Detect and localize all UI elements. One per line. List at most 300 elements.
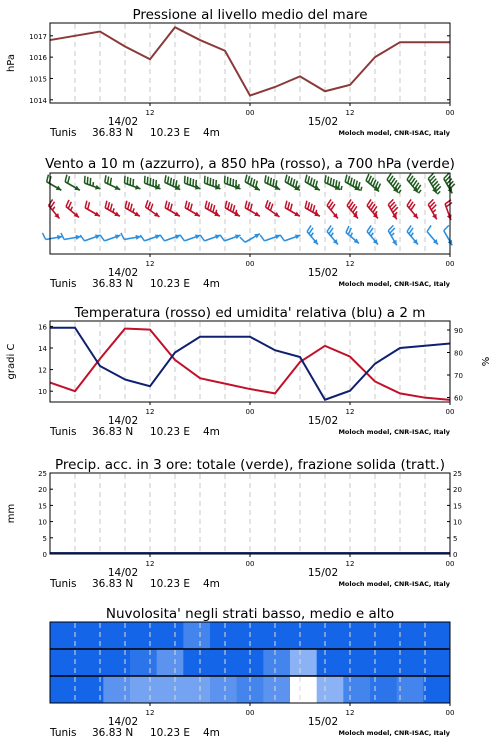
wind-barb	[305, 201, 320, 217]
wind-barb-feather	[338, 182, 339, 189]
wind-barb-feather	[377, 184, 380, 191]
cloud-cell	[157, 676, 184, 704]
wind-barb	[80, 234, 100, 240]
wind-barb	[205, 176, 221, 190]
wind-barb-feather	[170, 204, 172, 211]
wind-barb-feather	[288, 176, 290, 183]
wind-barb-feather	[293, 179, 295, 186]
pressure-chart	[6, 7, 454, 139]
wind-barb	[407, 199, 418, 218]
cloud-cell	[50, 676, 77, 704]
y-tick-label-right: 60	[454, 394, 463, 403]
wind-barb-feather	[411, 233, 413, 236]
wind-barb-feather	[168, 202, 170, 209]
wind-barb-feather	[130, 178, 131, 185]
wind-barb-feather	[353, 179, 355, 186]
wind-barb	[225, 176, 241, 190]
wind-barb-feather	[150, 178, 151, 185]
panel-title: Pressione al livello medio del mare	[132, 7, 368, 23]
wind-barb	[387, 173, 401, 193]
date-label: 14/02	[107, 267, 139, 279]
x-tick-label: 12	[145, 560, 155, 568]
wind-barb-feather	[371, 178, 374, 185]
wind-barb-feather	[121, 233, 124, 240]
y-tick-label-right: 0	[453, 551, 458, 559]
y-tick-label: 20	[38, 486, 47, 495]
wind-barb	[327, 225, 338, 244]
x-tick-label: 12	[345, 109, 355, 117]
wind-barb	[285, 175, 300, 191]
wind-barb	[445, 200, 452, 220]
wind-barb-feather	[310, 204, 312, 211]
location-name: Tunis	[50, 278, 77, 290]
location-lon: 10.23 E	[150, 426, 191, 438]
cloud-cell	[50, 649, 77, 677]
wind-barb-feather	[87, 177, 88, 184]
x-tick-label: 00	[245, 560, 255, 568]
date-label: 15/02	[307, 267, 339, 279]
wind-barb-feather	[228, 202, 230, 209]
wind-barb	[367, 199, 378, 218]
wind-barb	[145, 176, 161, 190]
y-tick-label-right: 80	[454, 349, 463, 358]
location-lat: 36.83 N	[92, 727, 134, 739]
location-lon: 10.23 E	[150, 727, 191, 739]
model-credit: Moloch model, CNR-ISAC, Italy	[338, 580, 450, 588]
wind-barb-feather	[216, 180, 217, 187]
wind-barb	[47, 175, 62, 191]
wind-barb	[225, 201, 240, 217]
cloud-cell	[370, 622, 397, 650]
location-lat: 36.83 N	[92, 426, 134, 438]
wind-barb	[42, 233, 62, 240]
temperature-series-line	[50, 329, 450, 400]
wind-barb	[100, 234, 120, 240]
wind-barb-feather	[268, 176, 269, 183]
wind-barb-feather	[288, 202, 290, 209]
wind-barb-feather	[245, 201, 247, 208]
wind-barb	[245, 201, 260, 217]
wind-barb-feather	[240, 237, 245, 242]
x-tick-label: 00	[445, 560, 455, 568]
x-tick-label: 12	[145, 709, 155, 717]
location-name: Tunis	[50, 127, 77, 139]
wind-barb	[205, 201, 220, 217]
cloud-cell	[183, 676, 210, 704]
wind-barb-feather	[85, 201, 87, 208]
wind-barb-feather	[366, 174, 369, 181]
wind-barb-feather	[253, 179, 255, 186]
wind-barb-feather	[331, 233, 333, 236]
wind-barb	[280, 234, 300, 240]
wind-barb-feather	[208, 202, 210, 209]
wind-barb-feather	[196, 180, 197, 187]
wind-barb-feather	[65, 175, 67, 182]
cloud-cell	[210, 649, 237, 677]
wind-barb	[407, 225, 418, 244]
wind-barb	[444, 225, 453, 245]
wind-barb-feather	[193, 179, 194, 186]
y-tick-label-right: 5	[453, 534, 458, 543]
wind-barb-feather	[127, 177, 128, 184]
x-tick-label: 00	[245, 709, 255, 717]
wind-barb-feather	[108, 176, 109, 183]
y-tick-label: 0	[42, 551, 47, 559]
wind-barb-feather	[165, 201, 167, 208]
wind-barb	[265, 175, 280, 190]
wind-barb	[366, 174, 380, 192]
precip-chart	[6, 457, 462, 590]
cloud-cell	[397, 649, 424, 677]
y-tick-label: 25	[38, 470, 47, 478]
wind-barb-feather	[213, 179, 214, 186]
wind-barb-feather	[68, 176, 70, 183]
cloud-cell	[423, 622, 450, 650]
wind-barb-feather	[187, 177, 188, 184]
wind-barb-feather	[298, 185, 299, 189]
cloud-cell	[103, 622, 130, 650]
wind-barb-feather	[358, 182, 360, 189]
wind-barb	[180, 234, 200, 240]
y-tick-label: 5	[42, 534, 47, 543]
y-tick-label: 10	[38, 388, 47, 397]
wind-barb-feather	[394, 212, 397, 215]
location-name: Tunis	[50, 578, 77, 590]
y-tick-label: 15	[38, 502, 47, 511]
wind-barb-feather	[90, 178, 91, 185]
cloud-cell	[317, 649, 344, 677]
x-tick-label: 00	[445, 260, 455, 268]
x-tick-label: 12	[145, 260, 155, 268]
wind-barb-feather	[444, 225, 449, 230]
wind-barb-feather	[361, 187, 362, 191]
wind-barb-feather	[165, 175, 166, 182]
cloud-cell	[130, 649, 157, 677]
panel-title: Precip. acc. in 3 ore: totale (verde), frazione solida (tratt.)	[55, 457, 445, 473]
wind-barb	[346, 226, 359, 244]
y-tick-label-right: 25	[453, 470, 462, 478]
wind-barb-feather	[427, 225, 431, 231]
y-tick-label: 12	[38, 366, 47, 375]
wind-barb-feather	[66, 200, 69, 207]
cloud-cell	[103, 649, 130, 677]
wind-barb	[388, 199, 398, 219]
wind-barb	[266, 200, 280, 217]
wind-barb-feather	[285, 201, 287, 208]
wind-barb-feather	[351, 233, 353, 237]
date-label: 15/02	[307, 116, 339, 128]
location-elev: 4m	[203, 426, 220, 438]
location-lon: 10.23 E	[150, 127, 191, 139]
y-tick-label: 1014	[29, 96, 47, 105]
wind-barb-feather	[146, 200, 148, 207]
wind-barb	[285, 201, 300, 217]
wind-barb	[345, 175, 362, 191]
wind-barb-feather	[233, 179, 234, 186]
panel-title: Vento a 10 m (azzurro), a 850 hPa (rosso), a 700 hPa (verde)	[45, 156, 455, 172]
cloud-cell	[343, 622, 370, 650]
y-tick-label: 1015	[29, 75, 47, 84]
wind-barb	[146, 200, 160, 217]
wind-barb-feather	[190, 204, 192, 211]
wind-barb-feather	[313, 205, 315, 212]
cloud-cell	[210, 676, 237, 704]
wind-barb-feather	[110, 204, 112, 211]
x-tick-label: 12	[345, 408, 355, 416]
y-axis-label-right: %	[481, 356, 492, 367]
wind-barb-feather	[205, 201, 207, 208]
x-tick-label: 00	[245, 260, 255, 268]
wind-barb	[427, 225, 438, 244]
wind-barb-feather	[71, 207, 73, 211]
date-label: 15/02	[307, 567, 339, 579]
x-tick-label: 12	[345, 260, 355, 268]
cloud-cell	[183, 649, 210, 677]
location-lat: 36.83 N	[92, 127, 134, 139]
wind-barb-feather	[248, 176, 250, 183]
date-label: 15/02	[307, 415, 339, 427]
wind-barb-feather	[108, 202, 110, 209]
wind-barb-feather	[110, 178, 111, 185]
x-tick-label: 12	[145, 109, 155, 117]
wind-barb-feather	[433, 210, 436, 213]
cloud-cell	[343, 649, 370, 677]
wind-barb-feather	[153, 179, 154, 186]
wind-barb	[66, 200, 79, 218]
wind-barb-feather	[68, 202, 71, 209]
x-tick-label: 12	[345, 709, 355, 717]
cloud-cell	[423, 676, 450, 704]
cloud-cell	[157, 649, 184, 677]
wind-barb-feather	[285, 175, 287, 182]
wind-barb-feather	[133, 179, 134, 186]
temperature-chart	[6, 305, 492, 438]
y-tick-label: 1016	[29, 54, 47, 63]
cloud-cell	[290, 676, 317, 704]
wind-barb	[325, 175, 342, 190]
cloud-cell	[397, 676, 424, 704]
wind-barb-feather	[80, 235, 84, 241]
location-elev: 4m	[203, 727, 220, 739]
wind-barb-feather	[88, 202, 90, 209]
wind-barb-feather	[128, 202, 130, 209]
wind-barb-feather	[310, 178, 312, 185]
wind-barb-feather	[210, 204, 212, 211]
model-credit: Moloch model, CNR-ISAC, Italy	[338, 280, 450, 288]
location-elev: 4m	[203, 278, 220, 290]
wind-barb	[165, 201, 180, 217]
wind-barb	[407, 173, 421, 193]
wind-barb	[85, 176, 101, 190]
wind-barb-feather	[125, 176, 126, 183]
wind-barb-feather	[308, 176, 310, 183]
clouds-chart	[49, 606, 454, 739]
cloud-cell	[263, 649, 290, 677]
wind-barb-feather	[236, 180, 237, 187]
cloud-cell	[157, 622, 184, 650]
wind-barb	[307, 225, 318, 244]
wind-barb-feather	[173, 179, 174, 186]
wind-barb-feather	[150, 204, 152, 211]
wind-barb-feather	[233, 205, 235, 212]
location-name: Tunis	[50, 727, 77, 739]
cloud-cell	[317, 676, 344, 704]
wind-barb-feather	[200, 235, 204, 241]
cloud-cell	[130, 622, 157, 650]
location-lon: 10.23 E	[150, 278, 191, 290]
wind-barb-feather	[205, 176, 206, 183]
wind-barb-feather	[328, 176, 329, 183]
wind-barb-feather	[133, 208, 134, 212]
wind-barb	[105, 201, 120, 217]
cloud-cell	[343, 676, 370, 704]
wind-barb-feather	[147, 177, 148, 184]
wind-barb-feather	[270, 178, 271, 185]
wind-barb	[200, 234, 220, 240]
wind-barb	[185, 176, 201, 190]
location-elev: 4m	[203, 578, 220, 590]
wind-barb-feather	[230, 178, 231, 185]
wind-barb-feather	[245, 175, 247, 182]
x-tick-label: 00	[445, 408, 455, 416]
wind-barb-feather	[85, 176, 86, 183]
wind-barb-feather	[225, 176, 226, 183]
y-tick-label: 10	[38, 518, 47, 527]
wind-barb-feather	[270, 204, 272, 211]
wind-barb-feather	[168, 176, 169, 183]
cloud-cell	[130, 676, 157, 704]
cloud-cell	[103, 676, 130, 704]
wind-barb-feather	[207, 177, 208, 184]
wind-barb-feather	[170, 178, 171, 185]
wind-barb	[220, 234, 240, 240]
wind-barb-feather	[341, 186, 342, 190]
wind-barb	[305, 175, 320, 191]
x-tick-label: 12	[345, 560, 355, 568]
wind-barb-feather	[419, 190, 421, 193]
wind-barb-feather	[371, 233, 373, 236]
location-lat: 36.83 N	[92, 278, 134, 290]
y-axis-label: hPa	[6, 53, 17, 73]
wind-barb-feather	[145, 176, 146, 183]
wind-barb	[347, 199, 358, 218]
model-credit: Moloch model, CNR-ISAC, Italy	[338, 729, 450, 737]
y-tick-label-right: 20	[453, 486, 462, 495]
wind-barb-feather	[333, 179, 334, 186]
wind-barb-feather	[213, 205, 215, 212]
wind-barb-feather	[210, 178, 211, 185]
wind-barb	[125, 201, 140, 217]
cloud-cell	[290, 622, 317, 650]
cloud-cell	[397, 622, 424, 650]
wind-barb	[260, 234, 280, 240]
location-elev: 4m	[203, 127, 220, 139]
wind-barb-feather	[100, 235, 104, 241]
wind-barb-feather	[330, 178, 331, 185]
wind-barb-feather	[399, 190, 401, 193]
wind-barb-feather	[227, 177, 228, 184]
wind-barb-feather	[230, 204, 232, 211]
wind-barb-feather	[250, 204, 252, 211]
wind-barb-feather	[105, 201, 107, 208]
wind-barb	[61, 233, 81, 240]
wind-barb	[121, 233, 141, 240]
wind-barb	[444, 173, 455, 193]
wind-barb	[185, 201, 200, 217]
wind-barb-feather	[311, 233, 313, 236]
y-tick-label-right: 10	[453, 518, 462, 527]
wind-barb	[85, 201, 100, 217]
wind-barb-feather	[250, 178, 252, 185]
cloud-cell	[423, 649, 450, 677]
x-tick-label: 00	[245, 408, 255, 416]
model-credit: Moloch model, CNR-ISAC, Italy	[338, 129, 450, 137]
wind-barb	[428, 173, 441, 194]
wind-barb-feather	[178, 185, 179, 189]
wind-barb-feather	[273, 179, 274, 186]
cloud-cell	[183, 622, 210, 650]
cloud-cell	[370, 649, 397, 677]
model-credit: Moloch model, CNR-ISAC, Italy	[338, 428, 450, 436]
wind-barb-feather	[185, 201, 187, 208]
wind-barb-feather	[313, 179, 315, 186]
y-tick-label: 16	[38, 323, 47, 332]
panel-title: Temperatura (rosso) ed umidita' relativa (blu) a 2 m	[74, 305, 426, 321]
x-tick-label: 12	[145, 408, 155, 416]
y-tick-label-right: 70	[454, 372, 463, 380]
wind-barb-feather	[280, 235, 284, 241]
wind-barb-feather	[348, 176, 350, 183]
y-tick-label-right: 15	[453, 502, 462, 511]
wind-barb-feather	[113, 208, 114, 212]
cloud-cell	[50, 622, 77, 650]
wind-barb-feather	[42, 233, 45, 240]
y-axis-label: mm	[6, 503, 17, 524]
location-lon: 10.23 E	[150, 578, 191, 590]
y-tick-label: 1017	[29, 32, 47, 41]
x-tick-label: 00	[245, 109, 255, 117]
wind-barb-feather	[52, 207, 54, 210]
location-lat: 36.83 N	[92, 578, 134, 590]
wind-barb-feather	[308, 202, 310, 209]
wind-barb-feather	[47, 175, 49, 182]
wind-chart	[42, 156, 454, 290]
x-tick-label: 00	[445, 109, 455, 117]
wind-barb-feather	[220, 235, 224, 241]
wind-barb-feather	[437, 191, 440, 194]
date-label: 15/02	[307, 716, 339, 728]
wind-barb-feather	[350, 178, 352, 185]
wind-barb	[367, 225, 378, 244]
cloud-cell	[263, 676, 290, 704]
wind-barb	[105, 175, 120, 190]
wind-barb-feather	[290, 178, 292, 185]
wind-barb-feather	[190, 178, 191, 185]
wind-barb	[327, 199, 338, 218]
cloud-cell	[370, 676, 397, 704]
wind-barb-feather	[268, 202, 270, 209]
y-tick-label: 14	[38, 345, 47, 353]
wind-barb-feather	[188, 202, 190, 209]
wind-barb-feather	[130, 204, 132, 211]
y-axis-label: gradi C	[6, 343, 17, 380]
wind-barb-feather	[248, 202, 250, 209]
wind-barb-feather	[185, 176, 186, 183]
wind-barb-feather	[368, 176, 371, 183]
wind-barb	[65, 175, 80, 191]
cloud-cell	[317, 622, 344, 650]
wind-barb-feather	[305, 175, 307, 182]
